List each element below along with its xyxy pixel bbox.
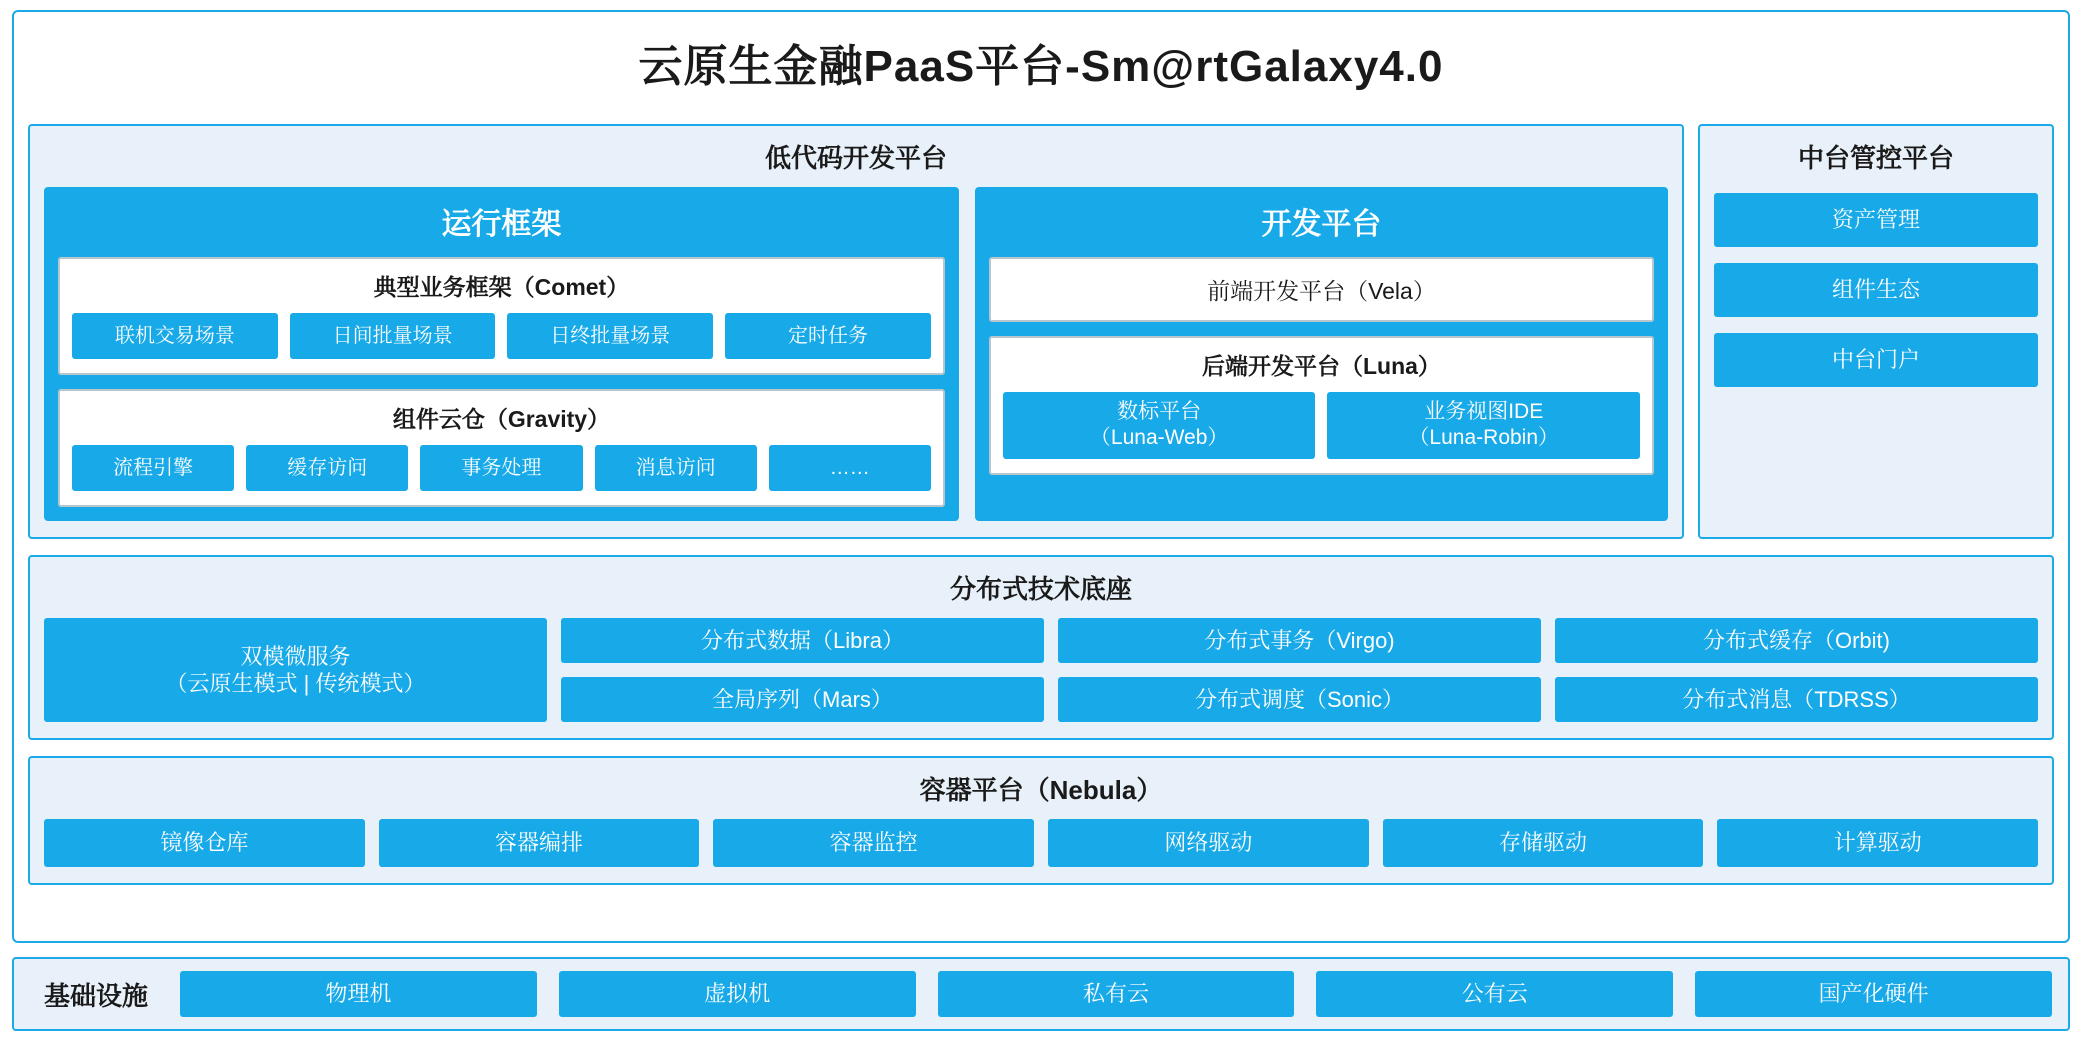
distributed-item-sonic[interactable]: 分布式调度（Sonic） — [1058, 677, 1541, 722]
comet-item[interactable]: 日间批量场景 — [290, 313, 496, 359]
comet-item[interactable]: 定时任务 — [725, 313, 931, 359]
container-platform-panel — [28, 756, 2054, 885]
gravity-item[interactable]: 流程引擎 — [72, 445, 234, 491]
gravity-item[interactable]: 事务处理 — [420, 445, 582, 491]
distributed-column-1 — [561, 618, 1044, 722]
luna-robin-line2: （Luna-Robin） — [1408, 426, 1560, 450]
distributed-item-orbit[interactable]: 分布式缓存（Orbit) — [1555, 618, 2038, 663]
gravity-items — [72, 445, 931, 491]
comet-card — [58, 257, 945, 375]
container-platform-title: 容器平台（Nebula） — [919, 775, 1163, 805]
luna-web-line2: （Luna-Web） — [1089, 426, 1229, 450]
comet-title: 典型业务框架（Comet） — [373, 274, 630, 300]
container-item-storage-driver[interactable]: 存储驱动 — [1383, 819, 1704, 867]
backend-platform-title: 后端开发平台（Luna） — [1201, 353, 1441, 379]
dual-mode-microservice-item[interactable] — [44, 618, 547, 722]
midplatform-item-portal[interactable]: 中台门户 — [1714, 333, 2038, 387]
distributed-grid — [44, 618, 2038, 722]
distributed-item-virgo[interactable]: 分布式事务（Virgo) — [1058, 618, 1541, 663]
distributed-item-libra[interactable]: 分布式数据（Libra） — [561, 618, 1044, 663]
infrastructure-label: 基础设施 — [44, 980, 149, 1011]
lowcode-platform-panel — [28, 124, 1684, 539]
dual-mode-line1: 双模微服务 — [240, 643, 351, 669]
distributed-item-mars[interactable]: 全局序列（Mars） — [561, 677, 1044, 722]
frontend-platform-item[interactable]: 前端开发平台（Vela） — [989, 257, 1654, 322]
distributed-item-tdrss[interactable]: 分布式消息（TDRSS） — [1555, 677, 2038, 722]
dual-mode-line2: （云原生模式 | 传统模式） — [165, 671, 426, 696]
container-item-network-driver[interactable]: 网络驱动 — [1048, 819, 1369, 867]
distributed-column-3 — [1555, 618, 2038, 722]
gravity-card — [58, 389, 945, 507]
comet-item[interactable]: 联机交易场景 — [72, 313, 278, 359]
container-item-orchestration[interactable]: 容器编排 — [379, 819, 700, 867]
midplatform-item-asset[interactable]: 资产管理 — [1714, 193, 2038, 247]
infrastructure-panel — [12, 957, 2070, 1031]
luna-web-line1: 数标平台 — [1117, 400, 1202, 423]
runtime-framework-section — [44, 187, 959, 521]
midplatform-items — [1714, 193, 2038, 521]
page-title: 云原生金融PaaS平台-Sm@rtGalaxy4.0 — [638, 42, 1444, 91]
container-item-monitoring[interactable]: 容器监控 — [713, 819, 1034, 867]
runtime-framework-title: 运行框架 — [441, 208, 562, 241]
infrastructure-item-private-cloud[interactable]: 私有云 — [938, 971, 1295, 1017]
container-items — [44, 819, 2038, 867]
luna-robin-line1: 业务视图IDE — [1424, 400, 1544, 423]
distributed-base-panel — [28, 555, 2054, 740]
lowcode-inner — [44, 187, 1668, 521]
gravity-item[interactable]: …… — [769, 445, 931, 491]
backend-platform-items — [1003, 392, 1640, 459]
container-item-registry[interactable]: 镜像仓库 — [44, 819, 365, 867]
infrastructure-item-public-cloud[interactable]: 公有云 — [1316, 971, 1673, 1017]
distributed-base-title: 分布式技术底座 — [949, 574, 1132, 604]
luna-web-item[interactable] — [1003, 392, 1316, 459]
midplatform-panel — [1698, 124, 2054, 539]
gravity-item[interactable]: 缓存访问 — [246, 445, 408, 491]
infrastructure-item-physical[interactable]: 物理机 — [180, 971, 537, 1017]
infrastructure-item-virtual[interactable]: 虚拟机 — [559, 971, 916, 1017]
gravity-item[interactable]: 消息访问 — [595, 445, 757, 491]
infrastructure-item-domestic-hardware[interactable]: 国产化硬件 — [1695, 971, 2052, 1017]
lowcode-platform-title: 低代码开发平台 — [764, 143, 947, 173]
comet-items — [72, 313, 931, 359]
top-row — [28, 124, 2054, 539]
infrastructure-items — [180, 971, 2052, 1017]
development-platform-section — [975, 187, 1668, 521]
development-platform-title: 开发平台 — [1261, 208, 1382, 241]
luna-robin-item[interactable] — [1327, 392, 1640, 459]
comet-item[interactable]: 日终批量场景 — [507, 313, 713, 359]
platform-frame — [12, 10, 2070, 943]
midplatform-item-component[interactable]: 组件生态 — [1714, 263, 2038, 317]
distributed-column-2 — [1058, 618, 1541, 722]
backend-platform-card — [989, 336, 1654, 475]
midplatform-title: 中台管控平台 — [1797, 143, 1954, 173]
gravity-title: 组件云仓（Gravity） — [392, 406, 611, 432]
container-item-compute-driver[interactable]: 计算驱动 — [1717, 819, 2038, 867]
